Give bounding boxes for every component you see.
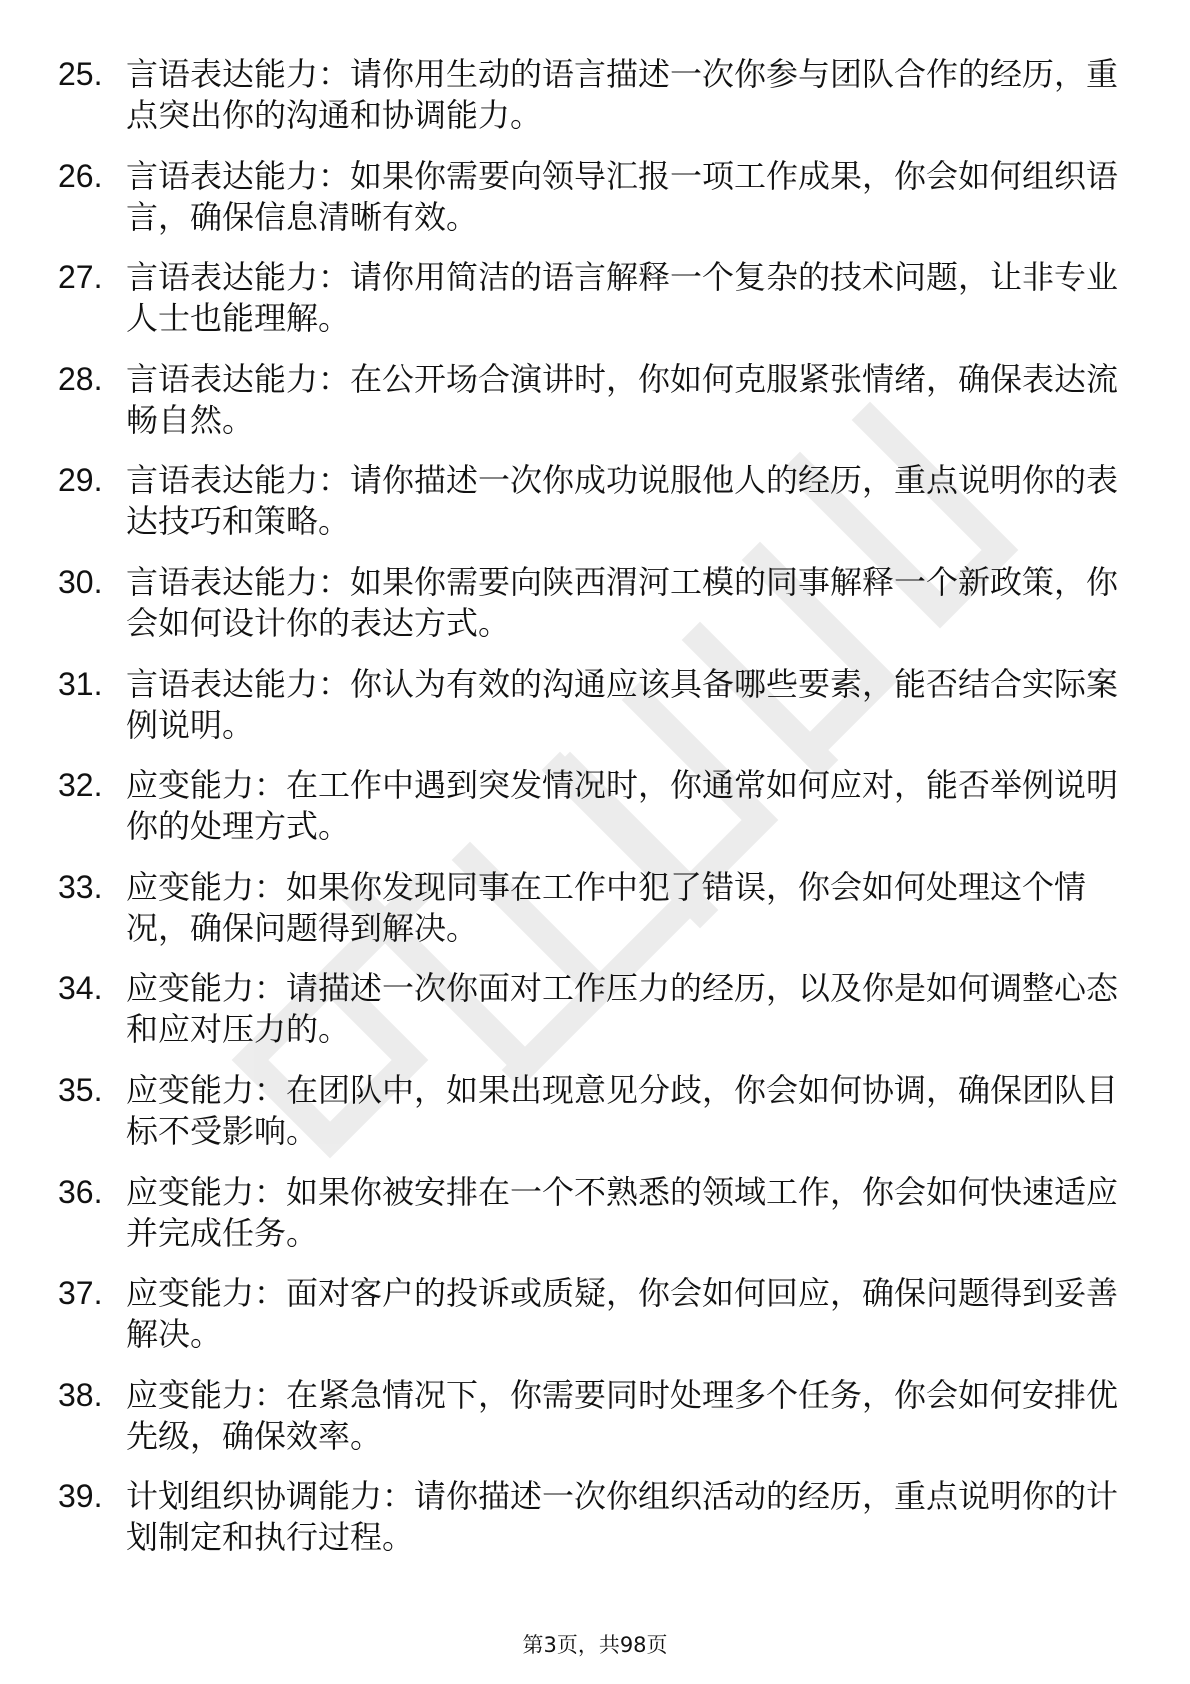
question-item [58, 1273, 1118, 1355]
page-number-label: 第3页，共98页 [522, 1633, 668, 1657]
question-number: 29. [58, 462, 103, 499]
question-text: 言语表达能力：请你用简洁的语言解释一个复杂的技术问题，让非专业人士也能理解。 [126, 258, 1118, 338]
question-text: 言语表达能力：如果你需要向陕西渭河工模的同事解释一个新政策，你会如何设计你的表达方式。 [126, 562, 1118, 642]
question-item [58, 1172, 1118, 1254]
question-text: 言语表达能力：如果你需要向领导汇报一项工作成果，你会如何组织语言，确保信息清晰有效。 [126, 156, 1118, 236]
question-number: 35. [58, 1071, 103, 1108]
question-text: 言语表达能力：在公开场合演讲时，你如何克服紧张情绪，确保表达流畅自然。 [126, 359, 1118, 439]
question-number: 34. [58, 970, 103, 1007]
question-number: 32. [58, 767, 103, 804]
question-item [58, 867, 1118, 949]
question-number: 27. [58, 259, 103, 296]
question-list [58, 54, 1118, 1578]
question-number: 39. [58, 1478, 103, 1515]
question-text: 应变能力：面对客户的投诉或质疑，你会如何回应，确保问题得到妥善解决。 [126, 1274, 1118, 1354]
question-item [58, 562, 1118, 644]
question-text: 应变能力：如果你被安排在一个不熟悉的领域工作，你会如何快速适应并完成任务。 [126, 1172, 1118, 1252]
question-item [58, 359, 1118, 441]
question-text: 应变能力：如果你发现同事在工作中犯了错误，你会如何处理这个情况，确保问题得到解决。 [126, 867, 1087, 947]
question-item [58, 257, 1118, 339]
question-text: 言语表达能力：请你用生动的语言描述一次你参与团队合作的经历，重点突出你的沟通和协调能力。 [126, 55, 1118, 134]
question-item [58, 1375, 1118, 1457]
question-text: 应变能力：在紧急情况下，你需要同时处理多个任务，你会如何安排优先级，确保效率。 [126, 1375, 1118, 1455]
question-number: 28. [58, 360, 103, 397]
question-text: 言语表达能力：你认为有效的沟通应该具备哪些要素，能否结合实际案例说明。 [126, 664, 1118, 744]
page-footer [0, 1632, 1190, 1658]
question-item [58, 765, 1118, 847]
question-number: 33. [58, 868, 103, 905]
question-number: 26. [58, 157, 103, 194]
question-text: 应变能力：请描述一次你面对工作压力的经历，以及你是如何调整心态和应对压力的。 [126, 969, 1118, 1049]
question-number: 36. [58, 1173, 103, 1210]
question-text: 言语表达能力：请你描述一次你成功说服他人的经历，重点说明你的表达技巧和策略。 [126, 461, 1118, 541]
question-item [58, 54, 1118, 136]
question-item [58, 1070, 1118, 1152]
question-text: 计划组织协调能力：请你描述一次你组织活动的经历，重点说明你的计划制定和执行过程。 [126, 1477, 1118, 1557]
question-number: 37. [58, 1275, 103, 1312]
question-text: 应变能力：在工作中遇到突发情况时，你通常如何应对，能否举例说明你的处理方式。 [126, 766, 1118, 846]
question-text: 应变能力：在团队中，如果出现意见分歧，你会如何协调，确保团队目标不受影响。 [126, 1070, 1118, 1150]
question-number: 31. [58, 665, 103, 702]
question-number: 30. [58, 563, 103, 600]
question-number: 25. [58, 56, 103, 92]
question-item [58, 156, 1118, 238]
question-number: 38. [58, 1376, 103, 1413]
question-item [58, 968, 1118, 1050]
question-item [58, 1476, 1118, 1558]
question-item [58, 460, 1118, 542]
question-item [58, 664, 1118, 746]
